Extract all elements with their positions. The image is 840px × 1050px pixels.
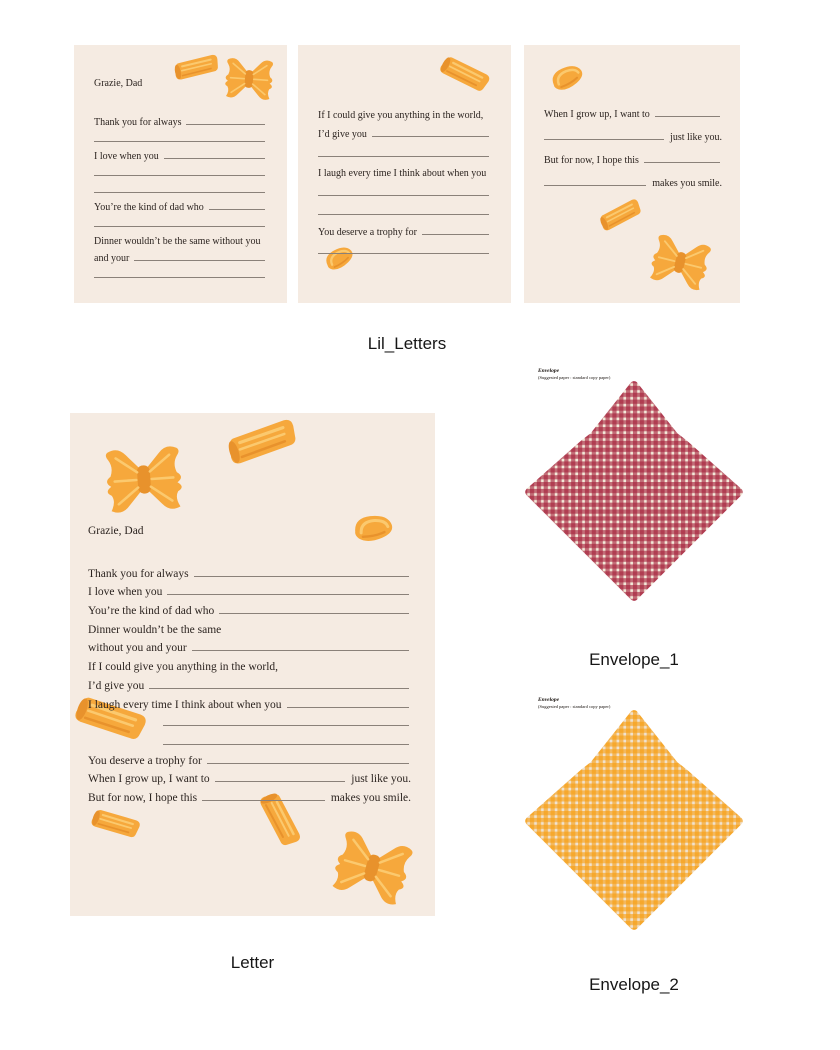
letter-line: [88, 748, 411, 767]
letter-line: [318, 238, 491, 258]
letter-line: [88, 654, 411, 673]
line-text: When I grow up, I want to: [544, 109, 650, 120]
penne-pasta-icon: [593, 192, 648, 239]
line-text: just like you.: [670, 132, 722, 143]
fill-in-blank-line: [149, 687, 409, 689]
letter-line: [163, 711, 411, 730]
penne-pasta-icon: [168, 48, 225, 88]
fill-in-blank-line: [422, 233, 489, 235]
fill-in-blank-line: [318, 213, 489, 215]
line-text: and your: [94, 253, 130, 264]
letter-line: [94, 264, 267, 281]
letter-line: [94, 111, 267, 128]
letter-line: [544, 120, 722, 143]
fill-in-blank-line: [318, 252, 489, 254]
caption-envelope-1: Envelope_1: [589, 650, 679, 669]
fill-in-blank-line: [134, 259, 265, 261]
letter-line: [94, 145, 267, 162]
fill-in-blank-line: [207, 762, 409, 764]
letter-page[interactable]: [70, 413, 435, 916]
line-text: makes you smile.: [330, 791, 411, 804]
line-text: You’re the kind of dad who: [94, 202, 204, 213]
farfalle-pasta-icon: [219, 55, 280, 103]
orecchiette-pasta-icon: [347, 507, 401, 551]
penne-pasta-icon: [86, 805, 146, 842]
envelope-header-subtitle: (Suggested paper : standard copy paper): [538, 703, 611, 709]
letter-line: [88, 580, 411, 599]
line-text: Dinner wouldn’t be the same without you: [94, 236, 261, 247]
letter-line: [88, 636, 411, 655]
line-text: When I grow up, I want to: [88, 773, 210, 786]
fill-in-blank-line: [318, 155, 489, 157]
line-text: without you and your: [88, 642, 187, 655]
letter-line: [88, 561, 411, 580]
line-text: Thank you for always: [88, 567, 189, 580]
envelope-header-title: Envelope: [538, 368, 560, 374]
line-text: If I could give you anything in the world,: [88, 661, 279, 674]
fill-in-blank-line: [287, 706, 409, 708]
orecchiette-pasta-icon: [546, 60, 590, 95]
line-text: I’d give you: [88, 679, 145, 692]
letter-lines: [88, 561, 411, 804]
envelope-gingham-red-shape: [523, 379, 745, 603]
envelope-header-subtitle: (Suggested paper : standard copy paper): [538, 374, 611, 380]
fill-in-blank-line: [164, 157, 265, 159]
letter-line: [94, 196, 267, 213]
line-text: Thank you for always: [94, 117, 182, 128]
line-text: makes you smile.: [652, 178, 722, 189]
farfalle-pasta-icon: [96, 442, 193, 517]
fill-in-blank-line: [194, 575, 409, 577]
fill-in-blank-line: [318, 194, 489, 196]
fill-in-blank-line: [192, 649, 409, 651]
fill-in-blank-line: [644, 161, 720, 163]
fill-in-blank-line: [215, 780, 346, 782]
line-text: You deserve a trophy for: [88, 754, 202, 767]
fill-in-blank-line: [94, 174, 265, 176]
fill-in-blank-line: [372, 135, 489, 137]
letter-line: [318, 179, 491, 199]
letter-line: [94, 230, 267, 247]
envelope-gingham-orange-shape: [523, 708, 745, 932]
letter-line: [318, 160, 491, 180]
letter-line: [94, 128, 267, 145]
letter-line: [94, 162, 267, 179]
penne-pasta-icon: [433, 51, 497, 98]
letter-line: [88, 692, 411, 711]
fill-in-blank-line: [167, 593, 409, 595]
line-text: But for now, I hope this: [544, 155, 639, 166]
letter-line: [88, 598, 411, 617]
letter-line: [88, 767, 411, 786]
envelope-header-title: Envelope: [538, 697, 560, 703]
card-lines: [318, 101, 491, 257]
fill-in-blank-line: [94, 276, 265, 278]
letter-line: [88, 617, 411, 636]
line-text: I love when you: [94, 151, 159, 162]
fill-in-blank-line: [202, 799, 325, 801]
letter-greeting: Grazie, Dad: [88, 525, 144, 537]
letter-line: [318, 101, 491, 121]
lil-letter-card-2[interactable]: [298, 45, 511, 303]
fill-in-blank-line: [94, 225, 265, 227]
letter-line: [318, 140, 491, 160]
letter-line: [544, 97, 722, 120]
line-text: Dinner wouldn’t be the same: [88, 623, 222, 636]
line-text: You deserve a trophy for: [318, 226, 417, 238]
letter-line: [318, 218, 491, 238]
caption-lil-letters: Lil_Letters: [367, 334, 447, 353]
farfalle-pasta-icon: [641, 230, 719, 296]
caption-envelope-2: Envelope_2: [589, 975, 679, 994]
letter-line: [94, 179, 267, 196]
fill-in-blank-line: [186, 123, 265, 125]
letter-line: [94, 213, 267, 230]
fill-in-blank-line: [544, 184, 646, 186]
fill-in-blank-line: [219, 612, 409, 614]
card-lines: [544, 97, 722, 189]
fill-in-blank-line: [655, 115, 720, 117]
penne-pasta-icon: [218, 408, 308, 476]
letter-line: [94, 247, 267, 264]
fill-in-blank-line: [94, 191, 265, 193]
letter-line: [88, 785, 411, 804]
line-text: If I could give you anything in the world,: [318, 109, 484, 121]
lil-letter-card-3[interactable]: [524, 45, 740, 303]
fill-in-blank-line: [94, 140, 265, 142]
line-text: just like you.: [351, 773, 411, 786]
fill-in-blank-line: [544, 138, 664, 140]
card-greeting: Grazie, Dad: [94, 78, 143, 89]
letter-line: [544, 143, 722, 166]
line-text: You’re the kind of dad who: [88, 605, 215, 618]
letter-line: [318, 199, 491, 219]
line-text: I love when you: [88, 586, 163, 599]
lil-letter-card-1[interactable]: [74, 45, 287, 303]
card-lines: [94, 111, 267, 281]
line-text: But for now, I hope this: [88, 791, 198, 804]
letter-line: [163, 729, 411, 748]
fill-in-blank-line: [209, 208, 265, 210]
line-text: I’d give you: [318, 129, 367, 140]
letter-line: [544, 166, 722, 189]
fill-in-blank-line: [163, 724, 409, 726]
fill-in-blank-line: [163, 743, 409, 745]
line-text: I laugh every time I think about when you: [88, 698, 282, 711]
caption-letter: Letter: [230, 953, 275, 972]
line-text: I laugh every time I think about when you: [318, 168, 487, 179]
letter-line: [88, 673, 411, 692]
farfalle-pasta-icon: [321, 824, 424, 912]
letter-line: [318, 121, 491, 141]
